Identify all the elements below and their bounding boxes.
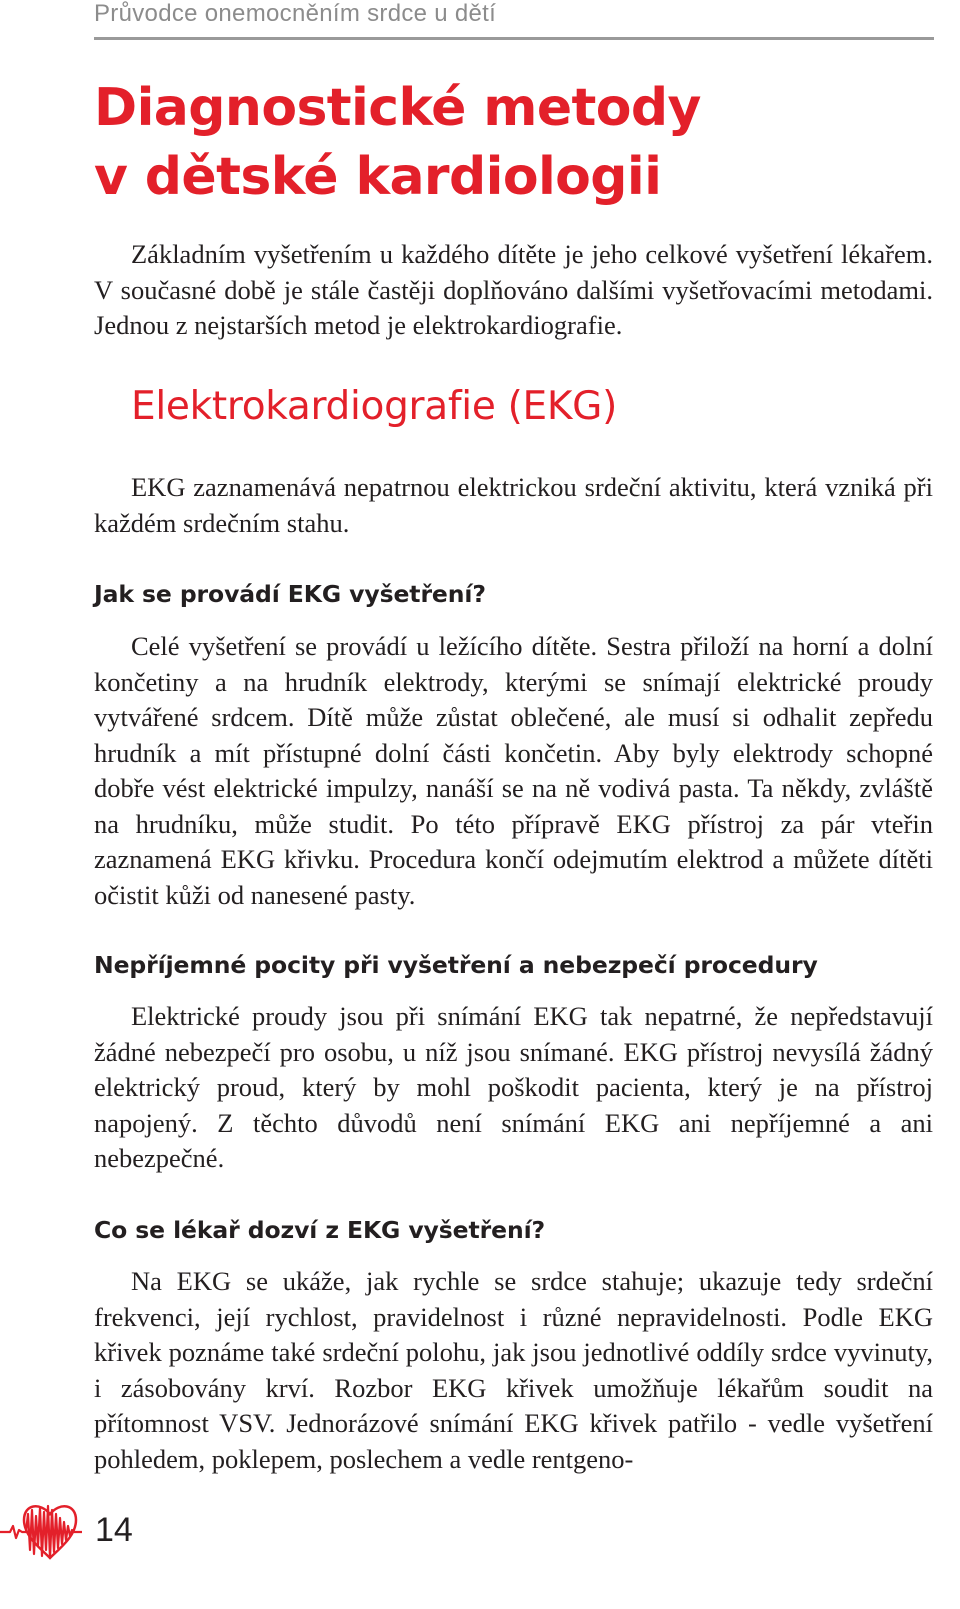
risks-paragraph: Elektrické proudy jsou při snímání EKG tak nepatrné, že nepředstavují žádné nebezpečí pro osobu, u níž jsou snímané. EKG přístroj nevysílá žádný elektrický proud, který by mohl poškodit pacienta, který je na přístroj napojený. Z těchto důvodů není snímání EKG ani nepříjemné a ani nebezpečné. [94, 1001, 933, 1173]
page-title [94, 74, 934, 212]
page-title-line-1: Diagnostické metody [94, 78, 701, 138]
subheading-findings: Co se lékař dozví z EKG vyšetření? [94, 1216, 546, 1244]
heart-ecg-icon [0, 1500, 92, 1562]
section-heading-ekg: Elektrokardiografie (EKG) [131, 384, 617, 429]
findings-paragraph: Na EKG se ukáže, jak rychle se srdce stahuje; ukazuje tedy srdeční frekvenci, její rychlost, pravidelnost i různé nepravidelnosti. Podle EKG křivek poznáme také srdeční polohu, jak jsou jednotlivé oddíly srdce vyvinuty, i zásobovány krví. Rozbor EKG křivek umožňuje lékařům soudit na přítomnost VSV. Jednorázové snímání EKG křivek patřilo - vedle vyšetření pohledem, poklepem, poslechem a vedle rentgeno- [94, 1266, 933, 1474]
page-number: 14 [95, 1511, 133, 1549]
procedure-paragraph: Celé vyšetření se provádí u ležícího dítěte. Sestra přiloží na horní a dolní končetiny a na hrudník elektrody, kterými se snímají elektrické proudy vytvářené srdcem. Dítě může zůstat oblečené, ale musí si odhalit zepředu hrudník a mít přístupné dolní části končetin. Aby byly elektrody schopné dobře vést elektrické impulzy, nanáší se na ně vodivá pasta. Ta někdy, zvláště na hrudníku, může studit. Po této přípravě EKG přístroj za pár vteřin zaznamená EKG křivku. Procedura končí odejmutím elektrod a můžete dítěti očistit kůži od nanesené pasty. [94, 631, 933, 910]
page-title-line-2: v dětské kardiologii [94, 147, 662, 207]
intro-paragraph: Základním vyšetřením u každého dítěte je jeho celkové vyšetření lékařem. V současné době je stále častěji doplňováno dalšími vyšetřovacími metodami. Jednou z nejstarších metod je elektrokardiografie. [94, 239, 933, 340]
running-header [94, 0, 934, 40]
running-header-title: Průvodce onemocněním srdce u dětí [94, 0, 497, 27]
subheading-risks: Nepříjemné pocity při vyšetření a nebezpečí procedury [94, 951, 818, 979]
ekg-lead-paragraph: EKG zaznamenává nepatrnou elektrickou srdeční aktivitu, která vzniká při každém srdečním stahu. [94, 472, 933, 538]
subheading-procedure: Jak se provádí EKG vyšetření? [94, 580, 486, 608]
